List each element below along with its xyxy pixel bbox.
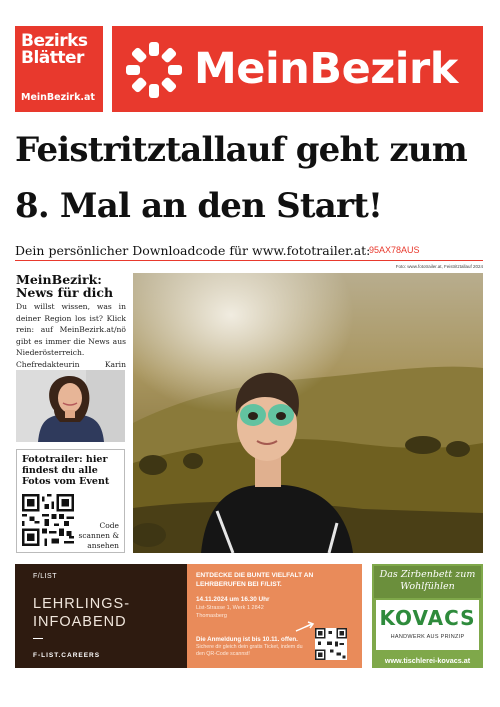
brand-name: MeinBezirk [194,44,458,94]
qr-code-icon[interactable] [22,494,74,546]
logo-line-1: Bezirks [21,31,88,51]
fototrailer-title: Fototrailer: hier findest du alle Fotos vom Event [22,454,110,487]
sun-logo-icon [124,40,184,100]
kovacs-subtitle: HANDWERK AUS PRINZIP [390,634,465,640]
scan-hint: Code scannen & ansehen [78,521,119,550]
logo-line-2: Blätter [21,48,84,68]
photo-credit: Foto: www.fototrailer.at, Feistritztallauf 2024 [395,264,483,269]
editor-portrait [16,370,125,442]
kovacs-ad[interactable] [372,564,483,668]
flist-info-ad[interactable] [187,564,362,668]
flist-logo: F/LIST [33,573,58,580]
download-code: 95AX78AUS [369,245,420,255]
fototrailer-box [16,449,125,553]
flist-registration-note: Sichere dir gleich dein gratis Ticket, indem du den QR-Code scannst! [196,644,303,657]
kovacs-brand: KOVACS [379,606,476,630]
flist-headline: ENTDECKE DIE BUNTE VIELFALT AN LEHRBERUFEN BEI F/LIST. [196,572,314,588]
bezirksblaetter-logo [15,26,103,112]
flist-address: List-Strasse 1, Werk 1 2842 Thomasberg [196,605,264,619]
headline: Feistritztallauf geht zum 8. Mal an den Start! [15,130,467,226]
arrow-icon [295,621,315,633]
flist-url[interactable]: F-LIST.CAREERS [33,652,101,659]
flist-registration: Die Anmeldung ist bis 10.11. offen. [196,636,298,643]
news-body: Du willst wissen, was in deiner Region los ist? Klick rein: auf MeinBezirk.at/nö gibt es immer die News aus Niederösterreich. Chefredakteurin Karin [16,302,126,369]
download-code-line [15,243,483,261]
flist-qr-code-icon[interactable] [315,628,347,660]
kovacs-logo-panel [376,600,479,650]
download-code-label: Dein persönlicher Downloadcode für www.fototrailer.at: [15,243,371,258]
news-title: MeinBezirk: News für dich [16,272,114,300]
main-event-photo [133,273,483,553]
flist-ad[interactable] [15,564,187,668]
kovacs-url[interactable]: www.tischlerei-kovacs.at [384,656,471,665]
flist-title: LEHRLINGS-INFOABEND [33,596,131,630]
flist-date: 14.11.2024 um 16.30 Uhr [196,596,270,603]
flist-dash [33,638,43,639]
meinbezirk-logo [112,26,483,112]
kovacs-slogan: Das Zirbenbett zum Wohlfühlen [374,566,481,598]
logo-url: MeinBezirk.at [21,92,95,103]
